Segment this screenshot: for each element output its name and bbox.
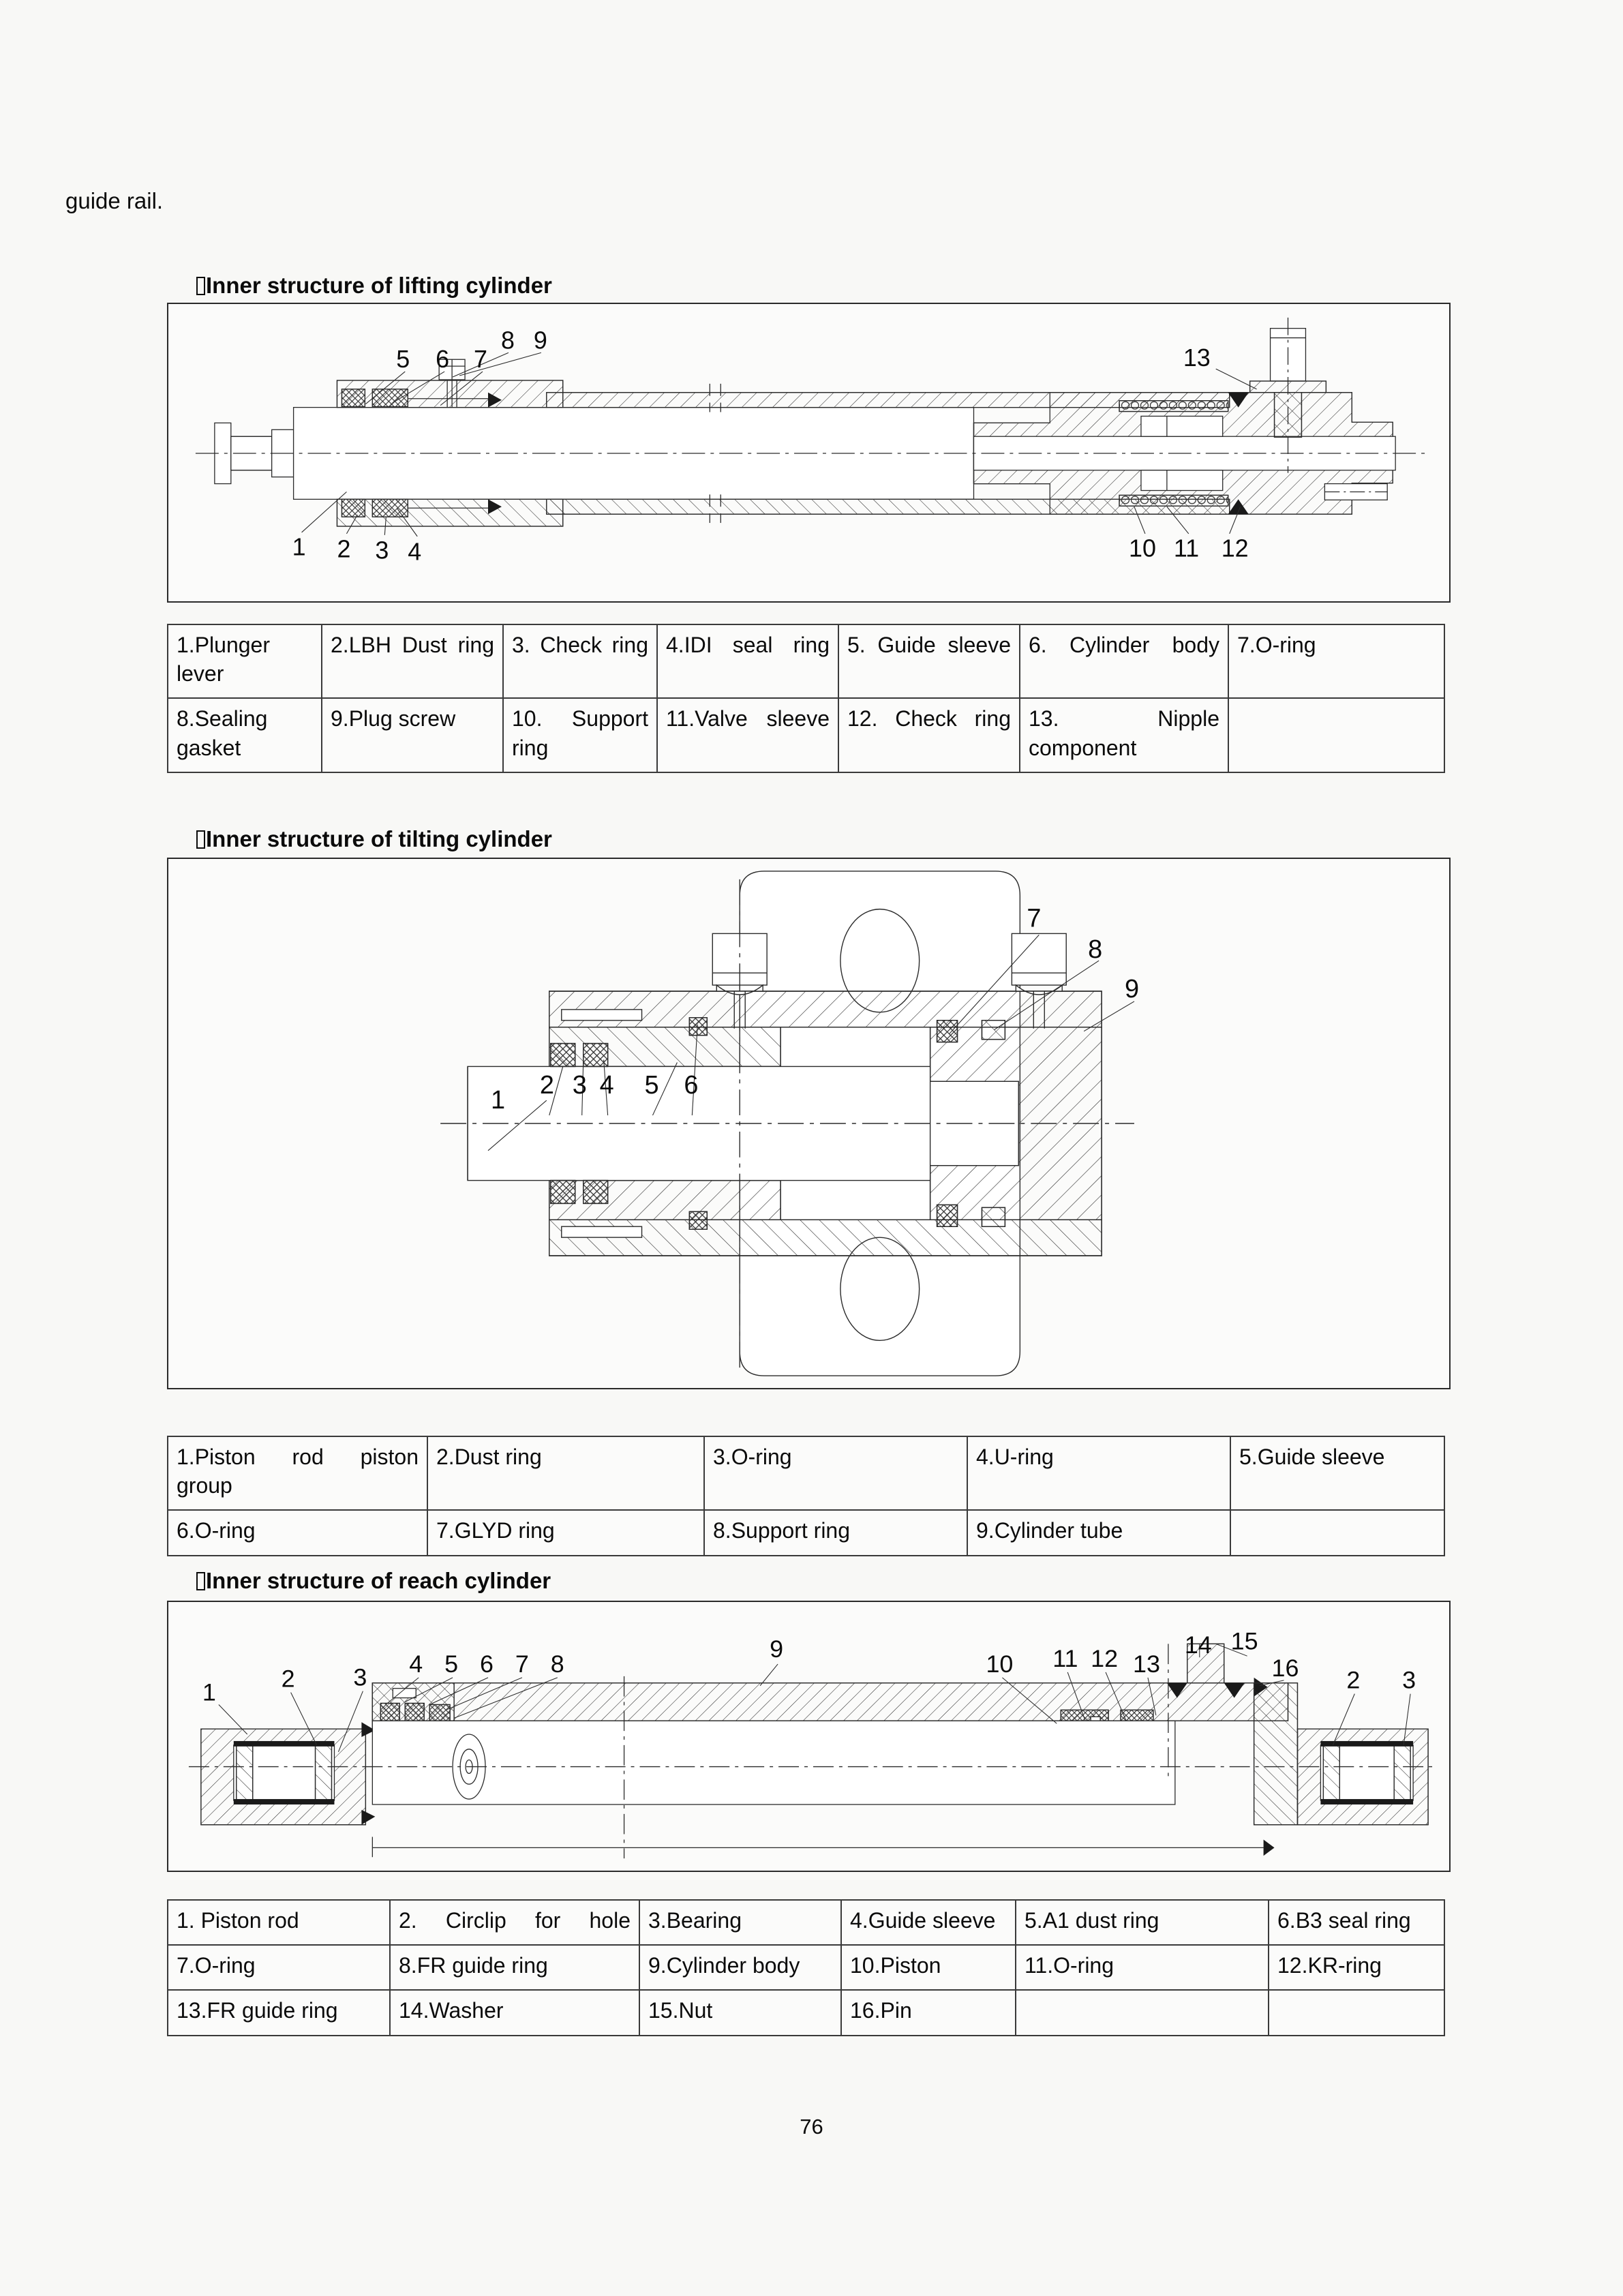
callout-16: 16: [1271, 1655, 1299, 1682]
cell: 13. Nipple component: [1020, 698, 1228, 772]
callout-3: 3: [375, 537, 389, 564]
cell: 5.Guide sleeve: [1230, 1436, 1444, 1510]
callout-5: 5: [396, 346, 410, 374]
callout-8: 8: [1088, 935, 1103, 965]
callout-7: 7: [1027, 904, 1042, 933]
parts-table-lifting: [167, 624, 1445, 773]
callout-2: 2: [539, 1071, 554, 1100]
figure-reach-cylinder: [167, 1601, 1451, 1872]
table-row: [168, 1945, 1444, 1990]
cell: 8.Support ring: [704, 1510, 967, 1555]
cell: 6.B3 seal ring: [1269, 1900, 1444, 1945]
callout-10: 10: [986, 1650, 1014, 1678]
cell: 1. Piston rod: [168, 1900, 390, 1945]
cell: 2. Circlip for hole: [390, 1900, 639, 1945]
callout-14: 14: [1184, 1631, 1212, 1659]
table-row: [168, 1436, 1444, 1510]
cell: 11.O-ring: [1016, 1945, 1269, 1990]
cell: 6. Cylinder body: [1020, 624, 1228, 698]
missing-glyph-icon: [196, 830, 205, 849]
table-row: [168, 624, 1444, 698]
missing-glyph-icon: [196, 1572, 205, 1590]
cell: 9.Cylinder tube: [967, 1510, 1230, 1555]
callout-12: 12: [1091, 1645, 1119, 1673]
cell: 11.Valve sleeve: [657, 698, 838, 772]
callout-1: 1: [490, 1086, 506, 1115]
missing-glyph-icon: [196, 277, 205, 295]
callout-1: 1: [292, 533, 306, 561]
callout-13: 13: [1132, 1650, 1160, 1678]
cell: 2.LBH Dust ring: [322, 624, 503, 698]
cell: [1230, 1510, 1444, 1555]
intro-paragraph: guide rail.: [65, 188, 164, 213]
callout-3-left: 3: [353, 1663, 367, 1691]
callout-6: 6: [436, 346, 450, 374]
cell: 6.O-ring: [168, 1510, 427, 1555]
cell: 14.Washer: [390, 1990, 639, 2035]
cell: [1269, 1990, 1444, 2035]
callout-10: 10: [1129, 534, 1156, 562]
cell: 4.Guide sleeve: [841, 1900, 1016, 1945]
cell: 4.U-ring: [967, 1436, 1230, 1510]
cell: 4.IDI seal ring: [657, 624, 838, 698]
callout-12: 12: [1221, 534, 1249, 562]
heading-tilting-cylinder: Inner structure of tilting cylinder: [196, 826, 552, 852]
cell: 5.A1 dust ring: [1016, 1900, 1269, 1945]
callout-4: 4: [409, 1650, 423, 1678]
cell: 8.FR guide ring: [390, 1945, 639, 1990]
callout-6: 6: [684, 1071, 699, 1100]
callout-5: 5: [644, 1071, 659, 1100]
callout-9: 9: [1125, 975, 1140, 1003]
cell: 7.O-ring: [1228, 624, 1444, 698]
callout-4: 4: [599, 1071, 614, 1100]
cell: 12. Check ring: [838, 698, 1020, 772]
callout-6: 6: [480, 1650, 494, 1678]
parts-table-reach: [167, 1899, 1445, 2036]
callout-11: 11: [1052, 1645, 1078, 1673]
cell: 13.FR guide ring: [168, 1990, 390, 2035]
callout-2-right: 2: [1346, 1666, 1361, 1694]
cell: 9.Plug screw: [322, 698, 503, 772]
cell: 12.KR-ring: [1269, 1945, 1444, 1990]
callout-3: 3: [572, 1071, 587, 1100]
cell: 9.Cylinder body: [639, 1945, 841, 1990]
cell: 10.Piston: [841, 1945, 1016, 1990]
callout-11: 11: [1173, 534, 1200, 562]
table-row: [168, 698, 1444, 772]
callout-13: 13: [1183, 344, 1211, 372]
callout-8: 8: [500, 327, 515, 354]
callout-9: 9: [533, 327, 547, 354]
callout-7: 7: [515, 1650, 529, 1678]
cell: 10. Support ring: [503, 698, 657, 772]
parts-table-tilting: [167, 1436, 1445, 1556]
cell: [1228, 698, 1444, 772]
heading-reach-cylinder: Inner structure of reach cylinder: [196, 1568, 551, 1594]
figure-tilting-cylinder: [167, 858, 1451, 1389]
callout-8: 8: [550, 1650, 564, 1678]
cell: 15.Nut: [639, 1990, 841, 2035]
callout-7: 7: [474, 346, 488, 374]
cell: 7.O-ring: [168, 1945, 390, 1990]
cell: [1016, 1990, 1269, 2035]
callout-4: 4: [408, 538, 422, 566]
callout-3-right: 3: [1402, 1666, 1416, 1694]
table-row: [168, 1510, 1444, 1555]
cell: 3.O-ring: [704, 1436, 967, 1510]
callout-1: 1: [202, 1678, 216, 1706]
heading-lifting-cylinder: Inner structure of lifting cylinder: [196, 273, 552, 299]
cell: 1.Plunger lever: [168, 624, 322, 698]
callout-15: 15: [1230, 1627, 1258, 1655]
cell: 2.Dust ring: [427, 1436, 704, 1510]
cell: 3.Bearing: [639, 1900, 841, 1945]
cell: 3. Check ring: [503, 624, 657, 698]
cell: 8.Sealing gasket: [168, 698, 322, 772]
callout-2-left: 2: [281, 1665, 295, 1693]
table-row: [168, 1990, 1444, 2035]
cell: 1.Piston rod piston group: [168, 1436, 427, 1510]
cell: 7.GLYD ring: [427, 1510, 704, 1555]
callout-9: 9: [770, 1635, 784, 1663]
callout-2: 2: [337, 535, 351, 563]
callout-5: 5: [444, 1650, 459, 1678]
cell: 5. Guide sleeve: [838, 624, 1020, 698]
cell: 16.Pin: [841, 1990, 1016, 2035]
table-row: [168, 1900, 1444, 1945]
figure-lifting-cylinder: [167, 303, 1451, 603]
page-number: 76: [800, 2115, 823, 2139]
